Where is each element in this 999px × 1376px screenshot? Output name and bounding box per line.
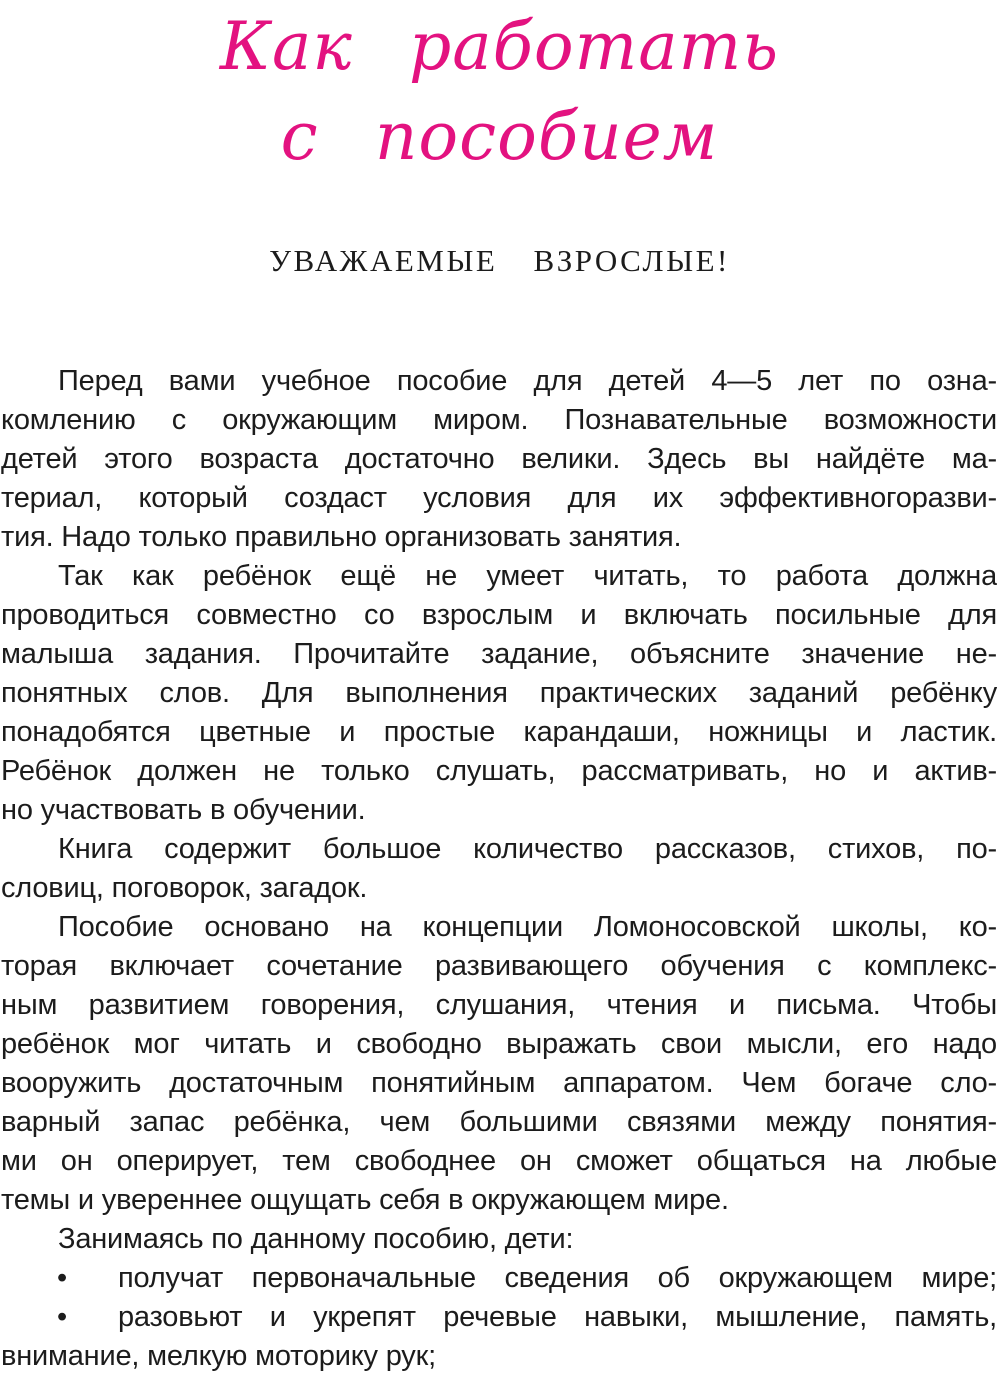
text-line: ребёнок мог читать и свободно выражать свои мысли, его надо — [1, 1028, 997, 1060]
text-line: темы и увереннее ощущать себя в окружающем мире. — [1, 1184, 729, 1216]
text-line: Ребёнок должен не только слушать, рассматривать, но и актив- — [1, 755, 997, 787]
book-page — [0, 2, 999, 1376]
text-line: понадобятся цветные и простые карандаши, ножницы и ластик. — [1, 716, 997, 748]
text-line: но участвовать в обучении. — [1, 794, 366, 826]
text-line: вооружить достаточным понятийным аппаратом. Чем богаче сло- — [1, 1067, 997, 1099]
text-line: териал, который создаст условия для их эффективногоразви- — [1, 482, 997, 514]
page-title-line-2: с пособием — [280, 98, 719, 175]
text-line: малыша задания. Прочитайте задание, объясните значение не- — [1, 638, 997, 670]
bullet-icon: • — [57, 1301, 67, 1333]
text-line: Книга содержит большое количество рассказов, стихов, по- — [58, 833, 997, 865]
bullet-icon: • — [57, 1262, 67, 1294]
text-line: • получат первоначальные сведения об окружающем мире; — [1, 1259, 997, 1298]
page-title — [0, 2, 999, 182]
text-line: торая включает сочетание развивающего обучения с комплекс- — [1, 950, 997, 982]
section-subtitle: УВАЖАЕМЫЕ ВЗРОСЛЫЕ! — [269, 243, 730, 278]
page-title-line-1: Как работать — [219, 8, 780, 85]
text-line: комлению с окружающим миром. Познавательные возможности — [1, 404, 997, 436]
text-line: Занимаясь по данному пособию, дети: — [58, 1223, 574, 1255]
text-line: тия. Надо только правильно организовать занятия. — [1, 521, 682, 553]
text-line: детей этого возраста достаточно велики. Здесь вы найдёте ма- — [1, 443, 997, 475]
text-line: внимание, мелкую моторику рук; — [1, 1340, 436, 1372]
text-line: ным развитием говорения, слушания, чтения и письма. Чтобы — [1, 989, 997, 1021]
text-line: понятных слов. Для выполнения практических заданий ребёнку — [1, 677, 997, 709]
text-line: словиц, поговорок, загадок. — [1, 872, 368, 904]
text-line: проводиться совместно со взрослым и включать посильные для — [1, 599, 997, 631]
text-line: варный запас ребёнка, чем большими связями между понятия- — [1, 1106, 997, 1138]
text-line: Так как ребёнок ещё не умеет читать, то работа должна — [58, 560, 997, 592]
body-text — [0, 362, 999, 1376]
text-line: Пособие основано на концепции Ломоносовской школы, ко- — [58, 911, 997, 943]
text-line: • разовьют и укрепят речевые навыки, мышление, память, — [1, 1298, 997, 1337]
text-line: ми он оперирует, тем свободнее он сможет общаться на любые — [1, 1145, 997, 1177]
text-line: Перед вами учебное пособие для детей 4—5 лет по озна- — [58, 365, 997, 397]
